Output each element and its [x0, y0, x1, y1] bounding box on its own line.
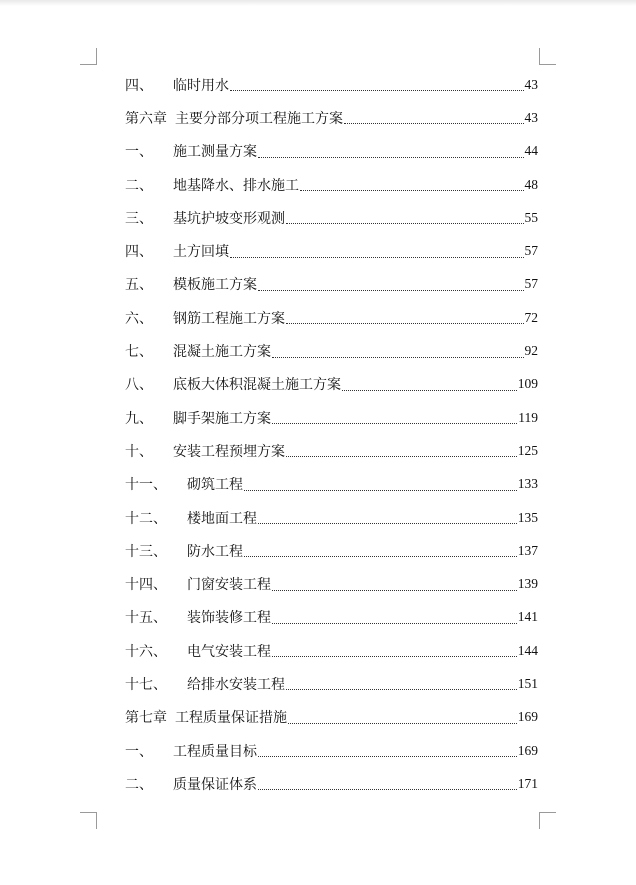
- toc-dot-leader: [244, 556, 517, 557]
- toc-page-number: 109: [517, 376, 538, 392]
- toc-entry[interactable]: [125, 701, 538, 734]
- toc-dot-leader: [286, 689, 517, 690]
- toc-entry-title: 给排水安装工程: [187, 676, 285, 693]
- toc-entry[interactable]: [125, 468, 538, 501]
- toc-page-number: 139: [517, 576, 538, 592]
- toc-entry[interactable]: [125, 634, 538, 667]
- toc-entry[interactable]: [125, 135, 538, 168]
- toc-entry-title: 工程质量目标: [173, 743, 257, 760]
- toc-entry-title: 门窗安装工程: [187, 577, 271, 594]
- toc-entry-title: 施工测量方案: [173, 144, 257, 161]
- toc-entry-number: 十七、: [125, 676, 167, 693]
- toc-entry-number: 九、: [125, 410, 153, 427]
- toc-entry-number: 十五、: [125, 610, 167, 627]
- toc-entry-title: 混凝土施工方案: [173, 344, 271, 361]
- toc-page-number: 125: [517, 442, 538, 458]
- toc-entry[interactable]: [125, 168, 538, 201]
- toc-entry[interactable]: [125, 368, 538, 401]
- toc-page-number: 72: [524, 309, 538, 325]
- toc-page-number: 171: [517, 775, 538, 791]
- toc-entry[interactable]: [125, 667, 538, 700]
- toc-entry-title: 临时用水: [173, 77, 229, 94]
- toc-page-number: 43: [524, 76, 538, 92]
- toc-entry-number: 一、: [125, 144, 153, 161]
- toc-entry[interactable]: [125, 767, 538, 800]
- toc-page-number: 135: [517, 509, 538, 525]
- toc-entry-number: 二、: [125, 177, 153, 194]
- toc-page-number: 144: [517, 642, 538, 658]
- toc-entry[interactable]: [125, 334, 538, 367]
- toc-entry-title: 基坑护坡变形观测: [173, 210, 285, 227]
- toc-page-number: 57: [524, 276, 538, 292]
- toc-entry-number: 七、: [125, 344, 153, 361]
- toc-dot-leader: [344, 123, 524, 124]
- toc-page-number: 92: [524, 343, 538, 359]
- toc-entry-title: 楼地面工程: [187, 510, 257, 527]
- toc-dot-leader: [286, 323, 524, 324]
- toc-entry-title: 钢筋工程施工方案: [173, 310, 285, 327]
- toc-page-number: 57: [524, 243, 538, 259]
- toc-page-number: 169: [517, 742, 538, 758]
- toc-entry-title: 脚手架施工方案: [173, 410, 271, 427]
- toc-entry-number: 十六、: [125, 643, 167, 660]
- toc-dot-leader: [272, 423, 517, 424]
- toc-entry-title: 工程质量保证措施: [175, 710, 287, 727]
- toc-dot-leader: [286, 223, 524, 224]
- toc-page-number: 43: [524, 109, 538, 125]
- toc-entry-title: 底板大体积混凝土施工方案: [173, 377, 341, 394]
- toc-dot-leader: [342, 390, 517, 391]
- toc-entry-number: 十二、: [125, 510, 167, 527]
- page-top-shadow: [0, 0, 636, 6]
- toc-dot-leader: [272, 357, 524, 358]
- toc-dot-leader: [230, 257, 524, 258]
- toc-entry-title: 电气安装工程: [187, 643, 271, 660]
- toc-entry-number: 三、: [125, 210, 153, 227]
- toc-entry-title: 安装工程预埋方案: [173, 443, 285, 460]
- toc-entry-number: 一、: [125, 743, 153, 760]
- table-of-contents: [125, 68, 538, 801]
- toc-entry-title: 模板施工方案: [173, 277, 257, 294]
- toc-entry-title: 地基降水、排水施工: [173, 177, 299, 194]
- toc-entry-number: 五、: [125, 277, 153, 294]
- toc-entry-title: 质量保证体系: [173, 776, 257, 793]
- toc-dot-leader: [258, 523, 517, 524]
- toc-entry[interactable]: [125, 234, 538, 267]
- toc-page-number: 55: [524, 209, 538, 225]
- toc-dot-leader: [258, 789, 517, 790]
- toc-dot-leader: [272, 590, 517, 591]
- toc-entry[interactable]: [125, 101, 538, 134]
- toc-page-number: 44: [524, 143, 538, 159]
- toc-entry-number: 六、: [125, 310, 153, 327]
- toc-entry[interactable]: [125, 401, 538, 434]
- toc-page-number: 137: [517, 542, 538, 558]
- toc-dot-leader: [272, 656, 517, 657]
- toc-entry[interactable]: [125, 301, 538, 334]
- toc-entry[interactable]: [125, 268, 538, 301]
- toc-entry-number: 十、: [125, 443, 153, 460]
- toc-entry-number: 十一、: [125, 477, 167, 494]
- toc-entry-title: 土方回填: [173, 244, 229, 261]
- toc-dot-leader: [258, 290, 524, 291]
- toc-page-number: 48: [524, 176, 538, 192]
- toc-entry-title: 主要分部分项工程施工方案: [175, 110, 343, 127]
- toc-dot-leader: [258, 756, 517, 757]
- toc-entry[interactable]: [125, 434, 538, 467]
- margin-corner-mark-top-right: [539, 48, 556, 65]
- toc-page-number: 119: [518, 409, 538, 425]
- toc-entry[interactable]: [125, 567, 538, 600]
- toc-entry-title: 装饰装修工程: [187, 610, 271, 627]
- toc-page-number: 151: [517, 675, 538, 691]
- toc-dot-leader: [300, 190, 524, 191]
- toc-dot-leader: [286, 456, 517, 457]
- margin-corner-mark-bottom-right: [539, 812, 556, 829]
- toc-entry-number: 八、: [125, 377, 153, 394]
- toc-entry[interactable]: [125, 501, 538, 534]
- toc-entry-number: 第七章: [125, 710, 167, 727]
- toc-entry-title: 防水工程: [187, 543, 243, 560]
- margin-corner-mark-top-left: [80, 48, 97, 65]
- toc-entry-number: 四、: [125, 77, 153, 94]
- toc-page-number: 141: [517, 609, 538, 625]
- toc-dot-leader: [258, 157, 524, 158]
- toc-entry[interactable]: [125, 734, 538, 767]
- toc-entry-number: 第六章: [125, 110, 167, 127]
- toc-dot-leader: [230, 90, 524, 91]
- toc-entry-number: 十四、: [125, 577, 167, 594]
- toc-dot-leader: [244, 490, 517, 491]
- toc-entry-title: 砌筑工程: [187, 477, 243, 494]
- toc-entry-number: 二、: [125, 776, 153, 793]
- toc-dot-leader: [272, 623, 517, 624]
- toc-entry[interactable]: [125, 201, 538, 234]
- toc-page-number: 133: [517, 476, 538, 492]
- toc-entry[interactable]: [125, 601, 538, 634]
- margin-corner-mark-bottom-left: [80, 812, 97, 829]
- toc-entry[interactable]: [125, 68, 538, 101]
- toc-entry[interactable]: [125, 534, 538, 567]
- toc-dot-leader: [288, 723, 517, 724]
- toc-entry-number: 十三、: [125, 543, 167, 560]
- toc-page-number: 169: [517, 709, 538, 725]
- toc-entry-number: 四、: [125, 244, 153, 261]
